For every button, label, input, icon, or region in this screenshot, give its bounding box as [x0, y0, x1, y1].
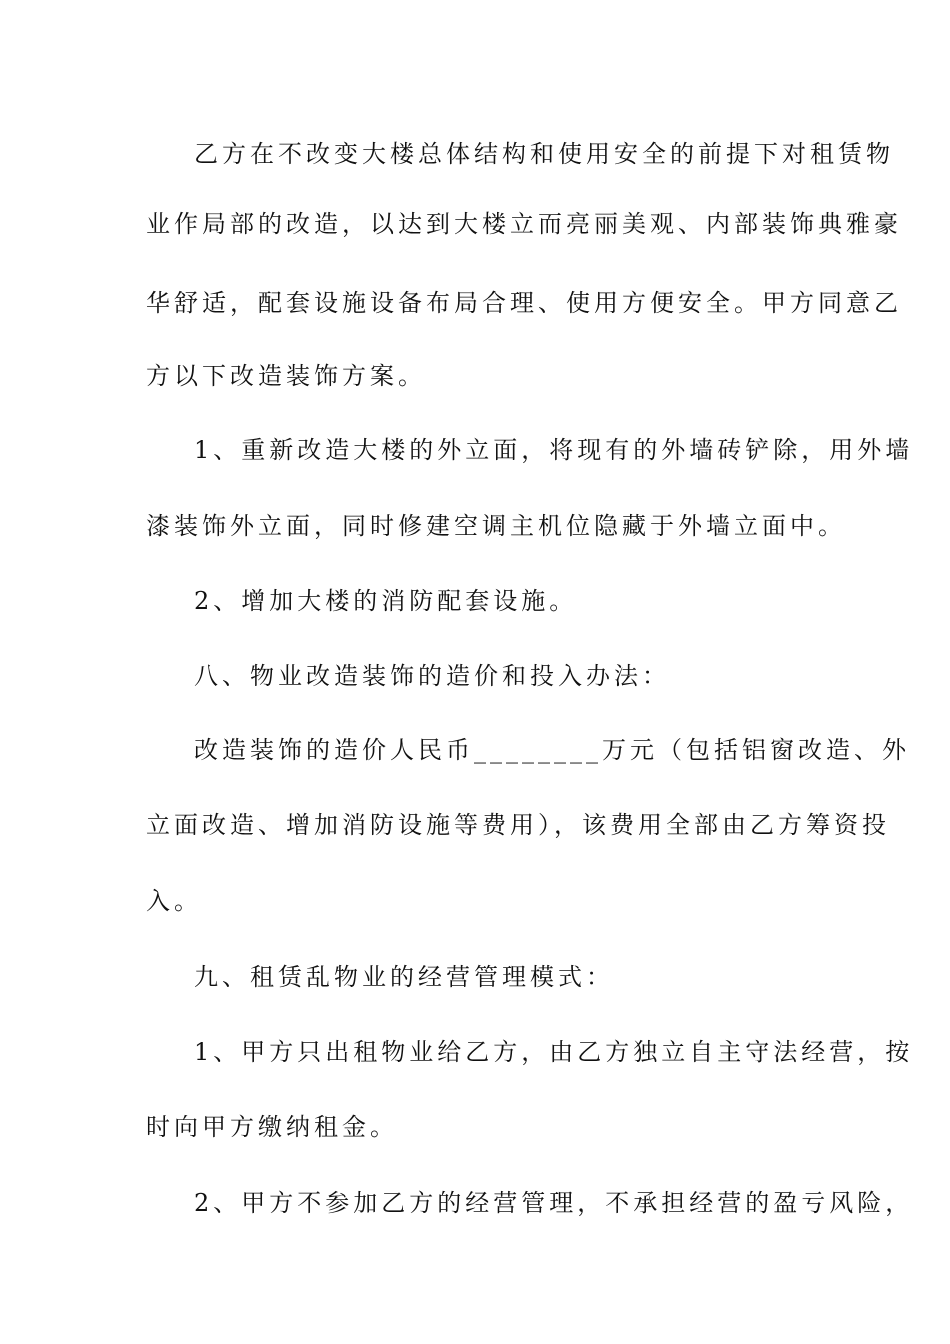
paragraph-line: 1、甲方只出租物业给乙方，由乙方独立自主守法经营，按	[194, 1038, 914, 1066]
paragraph-line: 业作局部的改造，以达到大楼立而亮丽美观、内部装饰典雅豪	[146, 210, 902, 238]
paragraph-line: 时向甲方缴纳租金。	[146, 1113, 398, 1141]
paragraph-line: 漆装饰外立面，同时修建空调主机位隐藏于外墙立面中。	[146, 512, 846, 540]
paragraph-line: 方以下改造装饰方案。	[146, 362, 426, 390]
paragraph-line: 改造装饰的造价人民币________万元（包括铝窗改造、外	[194, 736, 910, 764]
section-heading: 八、物业改造装饰的造价和投入办法：	[194, 662, 670, 690]
paragraph-line: 1、重新改造大楼的外立面，将现有的外墙砖铲除，用外墙	[194, 436, 914, 464]
paragraph-line: 乙方在不改变大楼总体结构和使用安全的前提下对租赁物	[194, 140, 894, 168]
paragraph-line: 入。	[146, 887, 202, 915]
section-heading: 九、租赁乱物业的经营管理模式：	[194, 963, 614, 991]
paragraph-line: 2、甲方不参加乙方的经营管理，不承担经营的盈亏风险，	[194, 1189, 914, 1217]
paragraph-line: 立面改造、增加消防设施等费用），该费用全部由乙方筹资投	[146, 811, 890, 839]
paragraph-line: 2、增加大楼的消防配套设施。	[194, 587, 578, 615]
paragraph-line: 华舒适，配套设施设备布局合理、使用方便安全。甲方同意乙	[146, 289, 902, 317]
